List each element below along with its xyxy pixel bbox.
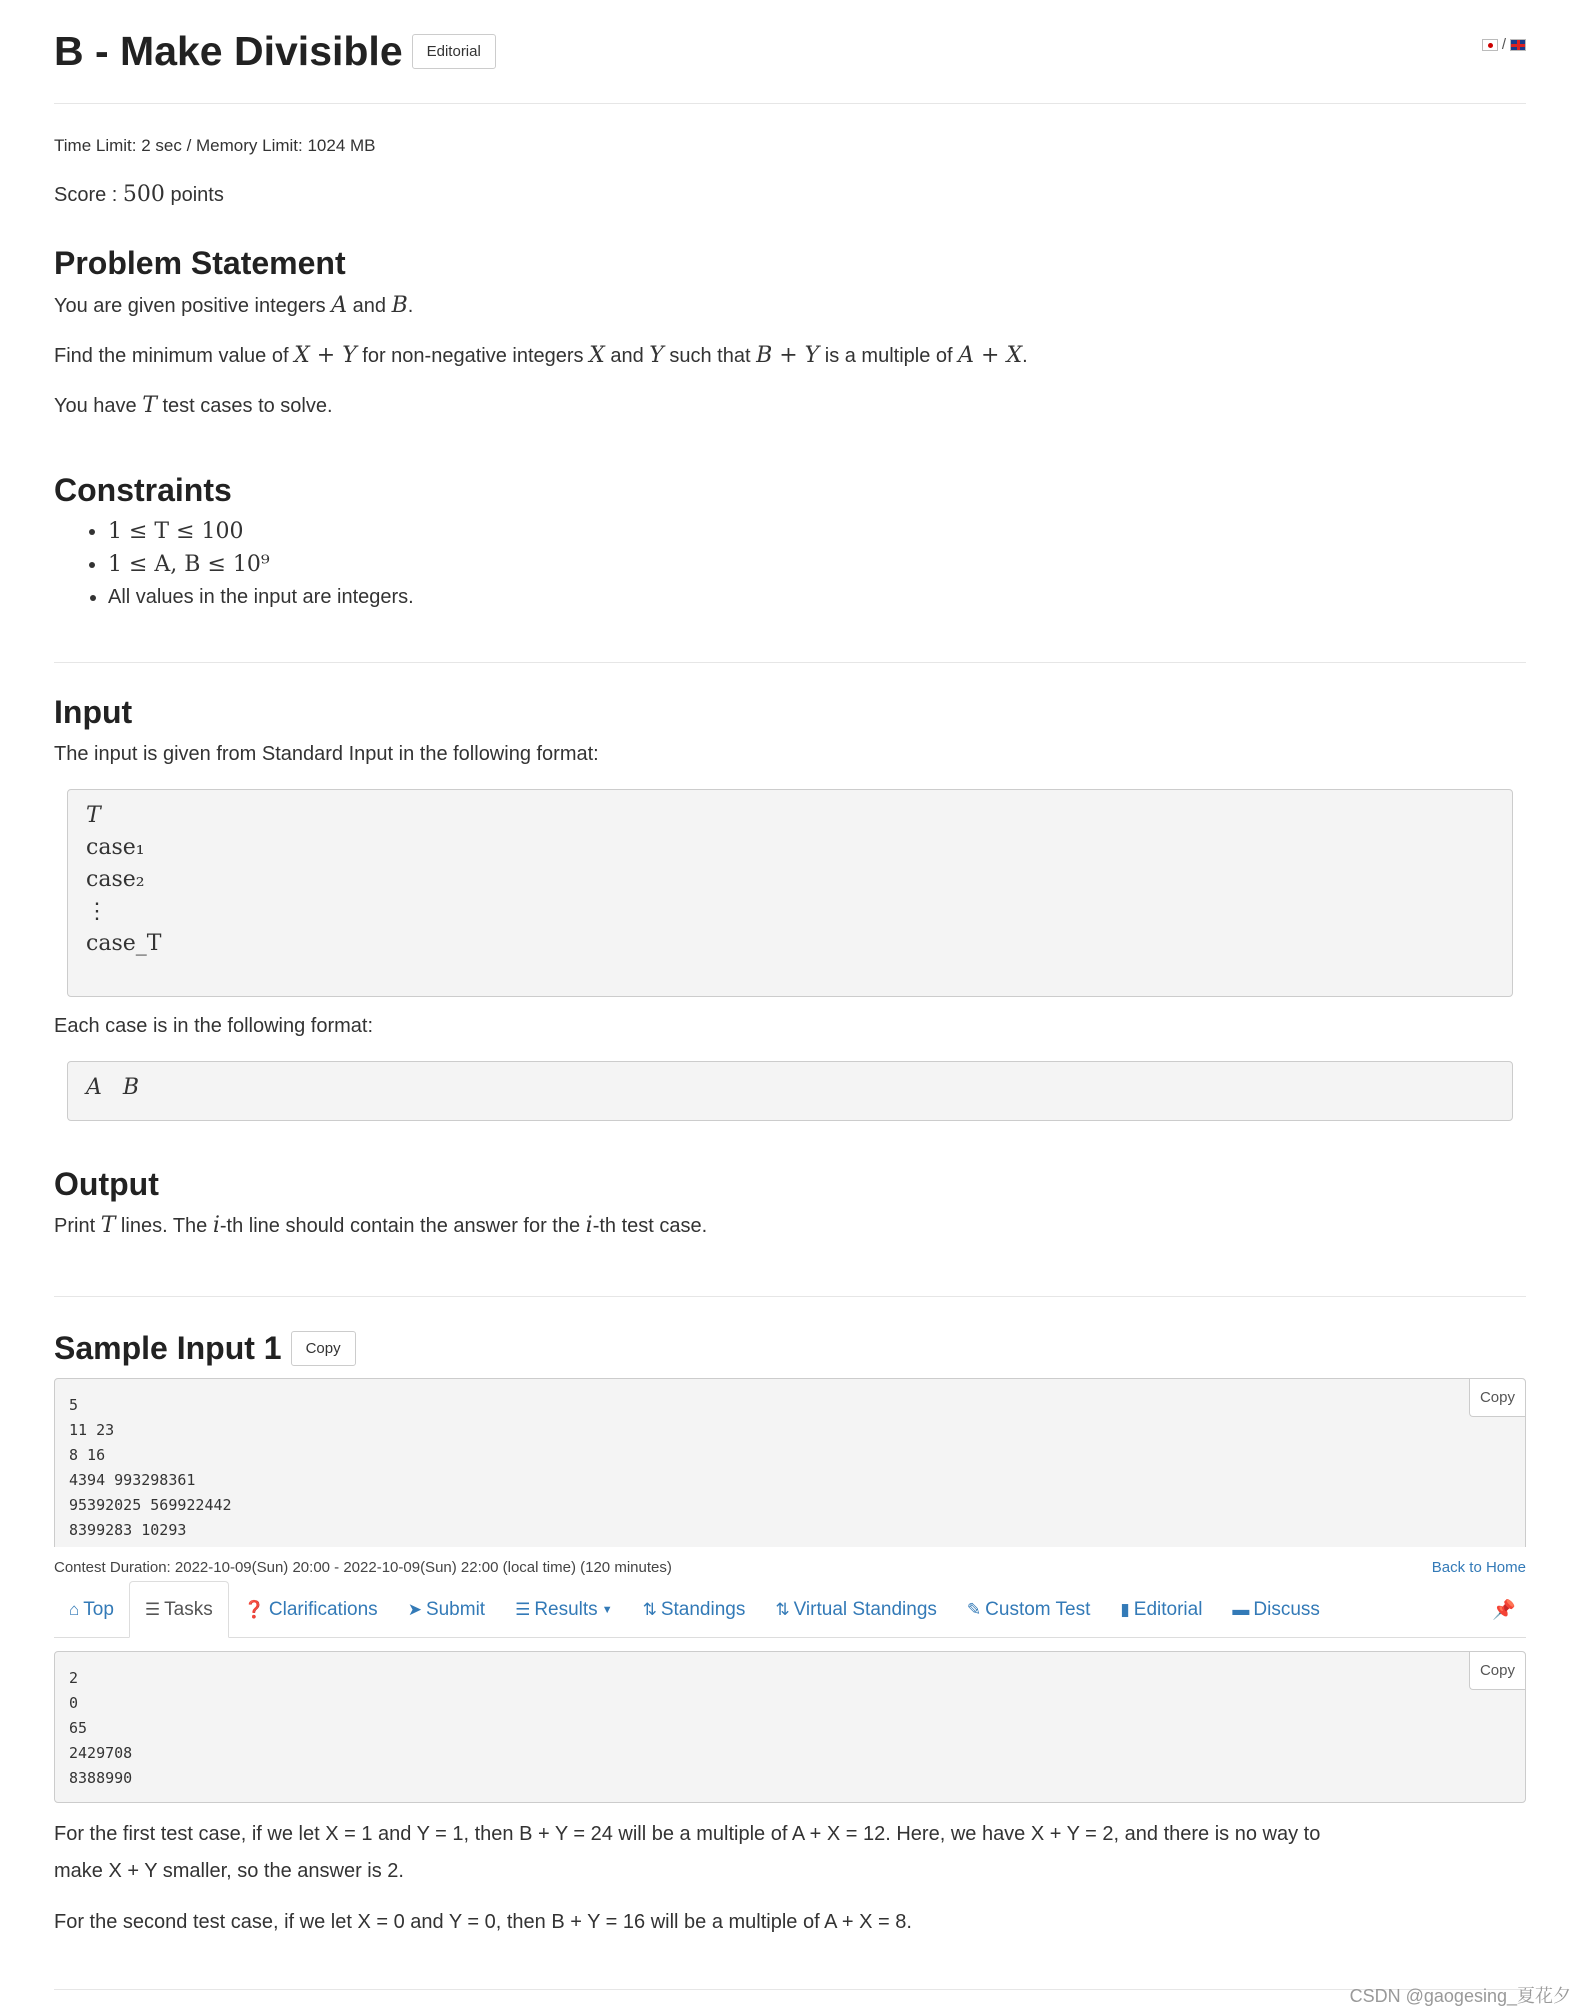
tasks-icon: ☰ — [144, 1599, 161, 1619]
statement-p1: You are given positive integers A and B. — [54, 293, 414, 318]
input-heading: Input — [54, 694, 133, 730]
sample-output-box[interactable] — [54, 1651, 1526, 1803]
contest-nav — [54, 1582, 1526, 1638]
case-format-box — [67, 1061, 1513, 1121]
code-line: 95392025 569922442 — [69, 1496, 232, 1514]
code-line: 2429708 — [69, 1744, 133, 1762]
constraints-heading: Constraints — [54, 472, 232, 508]
explanation-p1: For the first test case, if we let X = 1 and Y = 1, then B + Y = 24 will be a multiple of A + X = 12. Here, we have X + Y = 2, and there is no way to make X + Y smaller, so the answer is 2. — [54, 1823, 1321, 1882]
code-line: 5 — [69, 1396, 79, 1414]
tab-clarifications[interactable]: ❓ Clarifications — [243, 1599, 378, 1620]
format-line: case_T — [86, 931, 162, 956]
score: Score : 500 points — [54, 182, 224, 207]
back-to-home-link[interactable]: Back to Home — [1431, 1559, 1526, 1576]
code-line: 11 23 — [69, 1421, 115, 1439]
tab-discuss[interactable]: ▬ Discuss — [1232, 1599, 1320, 1620]
question-icon: ❓ — [243, 1600, 265, 1619]
sample-input-heading-row — [54, 1330, 356, 1367]
output-heading: Output — [54, 1166, 159, 1202]
divider — [54, 1296, 1526, 1297]
comment-icon: ▬ — [1232, 1600, 1250, 1619]
each-case-intro: Each case is in the following format: — [54, 1015, 374, 1037]
format-line: ⋮ — [86, 899, 108, 924]
divider — [54, 1989, 1526, 1990]
code-line: 4394 993298361 — [69, 1471, 196, 1489]
language-switcher — [1482, 36, 1526, 53]
japanese-flag-icon[interactable] — [1482, 39, 1498, 51]
editorial-button[interactable]: Editorial — [412, 34, 496, 69]
divider — [54, 103, 1526, 104]
tab-standings[interactable]: ⇅ Standings — [642, 1599, 746, 1620]
format-line: A B — [86, 1075, 140, 1100]
sample-input-box[interactable] — [54, 1378, 1526, 1558]
contest-duration: Contest Duration: 2022-10-09(Sun) 20:00 - 2022-10-09(Sun) 22:00 (local time) (120 minutes) — [54, 1559, 672, 1576]
title-row — [54, 28, 496, 75]
input-intro: The input is given from Standard Input in the following format: — [54, 743, 599, 765]
sort-icon: ⇅ — [642, 1600, 657, 1619]
divider — [54, 662, 1526, 663]
sample-input-heading: Sample Input 1 — [54, 1330, 282, 1366]
constraints-list — [54, 515, 414, 614]
statement-heading: Problem Statement — [54, 245, 346, 281]
caret-down-icon: ▼ — [601, 1604, 613, 1616]
list-item: • 1 ≤ T ≤ 100 — [108, 515, 414, 548]
send-icon: ➤ — [407, 1600, 422, 1619]
code-line: 0 — [69, 1694, 79, 1712]
english-flag-icon[interactable] — [1510, 39, 1526, 51]
code-line: 2 — [69, 1669, 79, 1687]
code-line: 8 16 — [69, 1446, 106, 1464]
code-line: 8399283 10293 — [69, 1521, 187, 1539]
list-item: • All values in the input are integers. — [108, 581, 414, 614]
statement-p3: You have T test cases to solve. — [54, 393, 333, 418]
tab-custom-test[interactable]: ✎ Custom Test — [966, 1599, 1091, 1620]
code-line: 8388990 — [69, 1769, 133, 1787]
format-line: T — [86, 803, 101, 828]
copy-button[interactable]: Copy — [1469, 1379, 1525, 1417]
sort-icon: ⇅ — [775, 1600, 790, 1619]
format-line: case₂ — [86, 867, 145, 892]
explanation-p2: For the second test case, if we let X = 0 and Y = 0, then B + Y = 16 will be a multiple of A + X = 8. — [54, 1911, 912, 1933]
tab-virtual-standings[interactable]: ⇅ Virtual Standings — [775, 1599, 937, 1620]
page-title: B - Make Divisible — [54, 28, 403, 74]
time-memory-limit: Time Limit: 2 sec / Memory Limit: 1024 MB — [54, 136, 376, 155]
input-format-box — [67, 789, 1513, 997]
contest-footer-bar — [0, 1547, 1583, 1638]
wrench-icon: ✎ — [966, 1600, 982, 1619]
book-icon: ▮ — [1120, 1600, 1130, 1619]
format-line: case₁ — [86, 835, 145, 860]
output-text: Print T lines. The i-th line should contain the answer for the i-th test case. — [54, 1213, 708, 1238]
list-icon: ☰ — [515, 1600, 531, 1619]
code-line: 65 — [69, 1719, 88, 1737]
copy-button[interactable]: Copy — [291, 1331, 356, 1366]
copy-button[interactable]: Copy — [1469, 1652, 1525, 1690]
tab-tasks[interactable]: ☰ Tasks — [129, 1581, 229, 1638]
statement-p2: Find the minimum value of X + Y for non-negative integers X and Y such that B + Y is a multiple of A + X. — [54, 343, 1028, 368]
lang-separator: / — [1501, 36, 1506, 53]
list-item: • 1 ≤ A, B ≤ 10⁹ — [108, 548, 414, 581]
tab-results[interactable]: ☰ Results ▼ — [515, 1599, 613, 1620]
pin-icon[interactable]: 📌 — [1492, 1600, 1516, 1621]
home-icon: ⌂ — [69, 1600, 80, 1619]
tab-top[interactable]: ⌂ Top — [69, 1599, 114, 1620]
tab-submit[interactable]: ➤ Submit — [407, 1599, 486, 1620]
tab-editorial[interactable]: ▮ Editorial — [1120, 1599, 1203, 1620]
watermark: CSDN @gaogesing_夏花夕 — [1349, 1986, 1571, 2006]
